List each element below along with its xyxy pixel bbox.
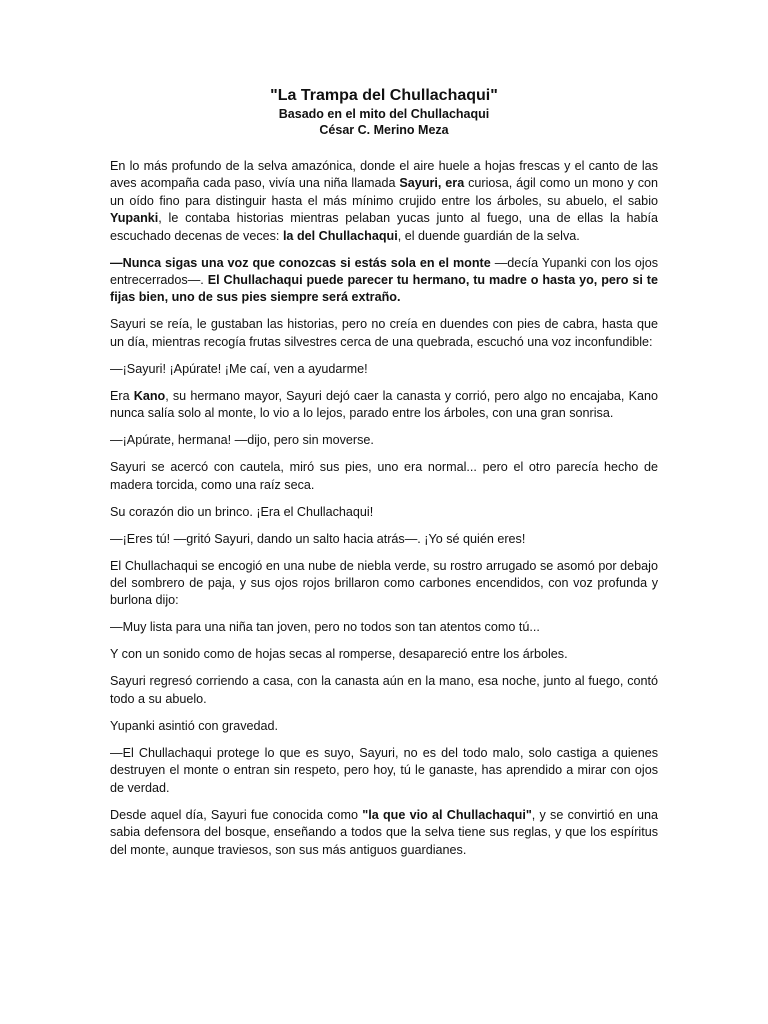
document-subtitle: Basado en el mito del Chullachaqui xyxy=(278,107,490,121)
story-paragraph xyxy=(110,673,658,708)
paragraph-text: curiosa, ágil como un mono y con un oído fino para distinguir hasta el más mínimo crujido entre los árboles, su abuelo, el sabio xyxy=(110,176,658,208)
bold-text: era xyxy=(445,176,465,191)
paragraph-text: Era xyxy=(110,388,134,403)
story-paragraph xyxy=(110,459,658,494)
story-paragraph xyxy=(110,158,658,245)
paragraph-text: —El Chullachaqui protege lo que es suyo, Sayuri, no es del todo malo, solo castiga a quienes destruyen el monte o entran sin respeto, pero hoy, tú le ganaste, has aprendido a mirar con ojos de verdad. xyxy=(110,745,658,795)
story-paragraph xyxy=(110,646,658,663)
story-paragraph xyxy=(110,558,658,610)
paragraph-text: , el duende guardián de la selva. xyxy=(397,228,580,243)
paragraph-text: Sayuri se reía, le gustaban las historias, pero no creía en duendes con pies de cabra, hasta que un día, mientras recogía frutas silvestres cerca de una quebrada, escuchó una voz inconfundible: xyxy=(110,317,658,349)
paragraph-text: Desde aquel día, Sayuri fue conocida como xyxy=(110,807,363,822)
paragraph-text: Y con un sonido como de hojas secas al romperse, desapareció entre los árboles. xyxy=(110,647,568,662)
document-author: César C. Merino Meza xyxy=(319,123,449,137)
paragraph-text: Sayuri se acercó con cautela, miró sus pies, uno era normal... pero el otro parecía hecho de madera torcida, como una raíz seca. xyxy=(110,460,658,492)
paragraph-text: Su corazón dio un brinco. ¡Era el Chullachaqui! xyxy=(110,504,374,519)
bold-text: —Nunca sigas una voz que conozcas si estás sola en el monte xyxy=(110,255,491,270)
paragraph-text: Yupanki asintió con gravedad. xyxy=(110,718,279,733)
bold-text: Yupanki xyxy=(110,211,159,226)
bold-text: Kano xyxy=(133,388,166,403)
paragraph-text: , le contaba historias mientras pelaban yucas junto al fuego, una de ellas la había escuchado decenas de veces: xyxy=(110,211,658,243)
paragraph-text: El Chullachaqui se encogió en una nube de niebla verde, su rostro arrugado se asomó por debajo del sombrero de paja, y sus ojos rojos brillaron como carbones encendidos, con voz profunda y burlona dijo: xyxy=(110,558,658,608)
bold-text: El Chullachaqui puede parecer tu hermano, tu madre o hasta yo, pero si te fijas bien, uno de sus pies siempre será extraño. xyxy=(110,273,658,305)
document-header xyxy=(110,86,658,138)
paragraph-text: , y se convirtió en una sabia defensora del bosque, enseñando a todos que la selva tiene sus reglas, y que los espíritus del monte, aunque traviesos, son sus más antiguos guardianes. xyxy=(110,807,658,857)
story-paragraph xyxy=(110,361,658,378)
bold-text: la del Chullachaqui xyxy=(282,228,398,243)
story-body xyxy=(110,158,658,859)
story-paragraph xyxy=(110,718,658,735)
bold-text: Sayuri, xyxy=(399,176,442,191)
story-paragraph xyxy=(110,316,658,351)
story-paragraph xyxy=(110,531,658,548)
story-paragraph xyxy=(110,504,658,521)
document-title: "La Trampa del Chullachaqui" xyxy=(270,87,498,104)
story-paragraph xyxy=(110,255,658,307)
paragraph-text: —Muy lista para una niña tan joven, pero no todos son tan atentos como tú... xyxy=(110,620,540,635)
story-paragraph xyxy=(110,619,658,636)
paragraph-text: —decía Yupanki con los ojos entrecerrados—. xyxy=(110,255,658,288)
story-paragraph xyxy=(110,432,658,449)
story-paragraph xyxy=(110,388,658,423)
paragraph-text: Sayuri regresó corriendo a casa, con la canasta aún en la mano, esa noche, junto al fuego, contó todo a su abuelo. xyxy=(110,674,658,706)
story-paragraph xyxy=(110,807,658,859)
story-paragraph xyxy=(110,745,658,797)
paragraph-text: —¡Apúrate, hermana! —dijo, pero sin moverse. xyxy=(110,433,374,448)
paragraph-text: En lo más profundo de la selva amazónica, donde el aire huele a hojas frescas y el canto de las aves acompaña cada paso, vivía una niña llamada xyxy=(110,159,658,191)
paragraph-text: —¡Eres tú! —gritó Sayuri, dando un salto hacia atrás—. ¡Yo sé quién eres! xyxy=(110,531,526,546)
paragraph-text: , su hermano mayor, Sayuri dejó caer la canasta y corrió, pero algo no encajaba, Kano nunca salía solo al monte, lo vio a lo lejos, parado entre los árboles, con una gran sonrisa. xyxy=(110,388,658,421)
bold-text: "la que vio al Chullachaqui" xyxy=(362,807,532,822)
paragraph-text: —¡Sayuri! ¡Apúrate! ¡Me caí, ven a ayudarme! xyxy=(110,361,368,376)
